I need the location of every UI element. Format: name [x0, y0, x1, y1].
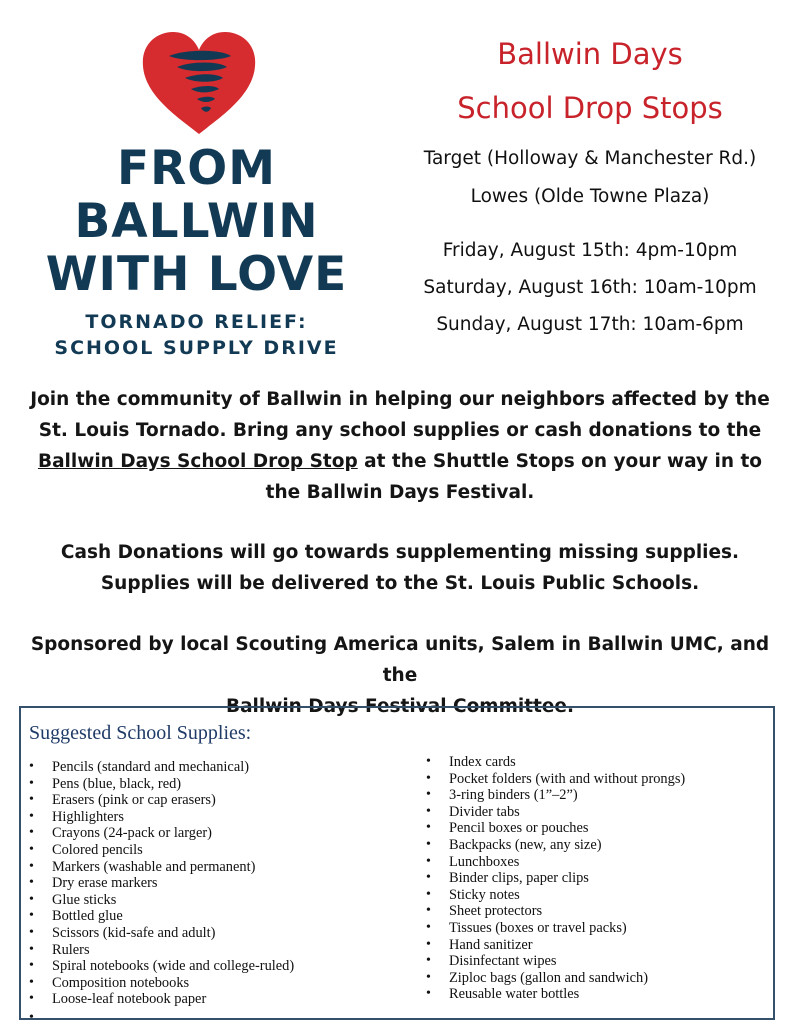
intro-text-before: Join the community of Ballwin in helping our neighbors affected by the St. Louis Tornado. Bring any school supplies or cash donations to the: [30, 389, 770, 441]
suggested-supplies-box: [19, 706, 775, 1025]
supplies-title: Suggested School Supplies:: [29, 722, 252, 744]
logo-subtitle-2: SCHOOL SUPPLY DRIVE: [54, 337, 339, 359]
list-item: • Lunchboxes: [418, 854, 685, 871]
list-item: • Crayons (24-pack or larger): [21, 825, 294, 842]
intro-paragraph: [28, 384, 772, 508]
list-item: • Bottled glue: [21, 908, 294, 925]
sponsor-line-1: Sponsored by local Scouting America units, Salem in Ballwin UMC, and the: [30, 634, 770, 686]
list-item: • Sticky notes: [418, 887, 685, 904]
heart-tornado-icon: [139, 30, 259, 138]
intro-text-after: at the Shuttle Stops on your way in to the Ballwin Days Festival.: [265, 451, 763, 503]
drop-stops-title-1: Ballwin Days: [497, 37, 683, 71]
cash-paragraph: [28, 537, 772, 599]
drop-stop-link: Ballwin Days School Drop Stop: [37, 451, 358, 472]
list-item: • Pocket folders (with and without prongs): [418, 771, 685, 788]
date-saturday: Saturday, August 16th: 10am-10pm: [423, 277, 757, 298]
logo-line-with-love: WITH LOVE: [45, 247, 348, 302]
cash-line-1: Cash Donations will go towards supplementing missing supplies.: [60, 542, 740, 563]
list-item: • Pens (blue, black, red): [21, 776, 294, 793]
supplies-list-left: [21, 759, 294, 1008]
logo-line-from: FROM: [116, 141, 277, 196]
date-sunday: Sunday, August 17th: 10am-6pm: [436, 314, 744, 335]
location-lowes: Lowes (Olde Towne Plaza): [470, 186, 710, 207]
list-item: • Scissors (kid-safe and adult): [21, 925, 294, 942]
list-item: • Erasers (pink or cap erasers): [21, 792, 294, 809]
date-friday: Friday, August 15th: 4pm-10pm: [442, 240, 738, 261]
list-item: • Composition notebooks: [21, 975, 294, 992]
list-item: • Hand sanitizer: [418, 937, 685, 954]
cash-line-2: Supplies will be delivered to the St. Louis Public Schools.: [100, 573, 700, 594]
list-item: • Highlighters: [21, 809, 294, 826]
list-item: • Binder clips, paper clips: [418, 870, 685, 887]
list-item: • Pencil boxes or pouches: [418, 820, 685, 837]
list-item: • Reusable water bottles: [418, 986, 685, 1003]
drop-stops-title-2: School Drop Stops: [457, 91, 723, 125]
list-item: • Pencils (standard and mechanical): [21, 759, 294, 776]
logo-line-ballwin: BALLWIN: [74, 194, 319, 249]
location-target: Target (Holloway & Manchester Rd.): [423, 148, 757, 169]
list-item: • Rulers: [21, 942, 294, 959]
list-item: • Backpacks (new, any size): [418, 837, 685, 854]
list-item: • Sheet protectors: [418, 903, 685, 920]
list-item: • Colored pencils: [21, 842, 294, 859]
list-item: • Dry erase markers: [21, 875, 294, 892]
logo: [44, 30, 349, 360]
list-item: • Tissues (boxes or travel packs): [418, 920, 685, 937]
logo-subtitle-1: TORNADO RELIEF:: [85, 311, 308, 333]
list-item: • 3-ring binders (1”–2”): [418, 787, 685, 804]
list-item: • Spiral notebooks (wide and college-ruled): [21, 958, 294, 975]
drop-stops-info: [405, 36, 775, 336]
empty-bullet: •: [29, 1010, 34, 1025]
list-item: • Disinfectant wipes: [418, 953, 685, 970]
list-item: • Index cards: [418, 754, 685, 771]
list-item: • Divider tabs: [418, 804, 685, 821]
supplies-list-right: [418, 754, 685, 1003]
list-item: • Markers (washable and permanent): [21, 859, 294, 876]
list-item: • Ziploc bags (gallon and sandwich): [418, 970, 685, 987]
sponsor-line-2: Ballwin Days Festival Committee.: [225, 696, 575, 717]
list-item: • Loose-leaf notebook paper: [21, 991, 294, 1008]
list-item: • Glue sticks: [21, 892, 294, 909]
